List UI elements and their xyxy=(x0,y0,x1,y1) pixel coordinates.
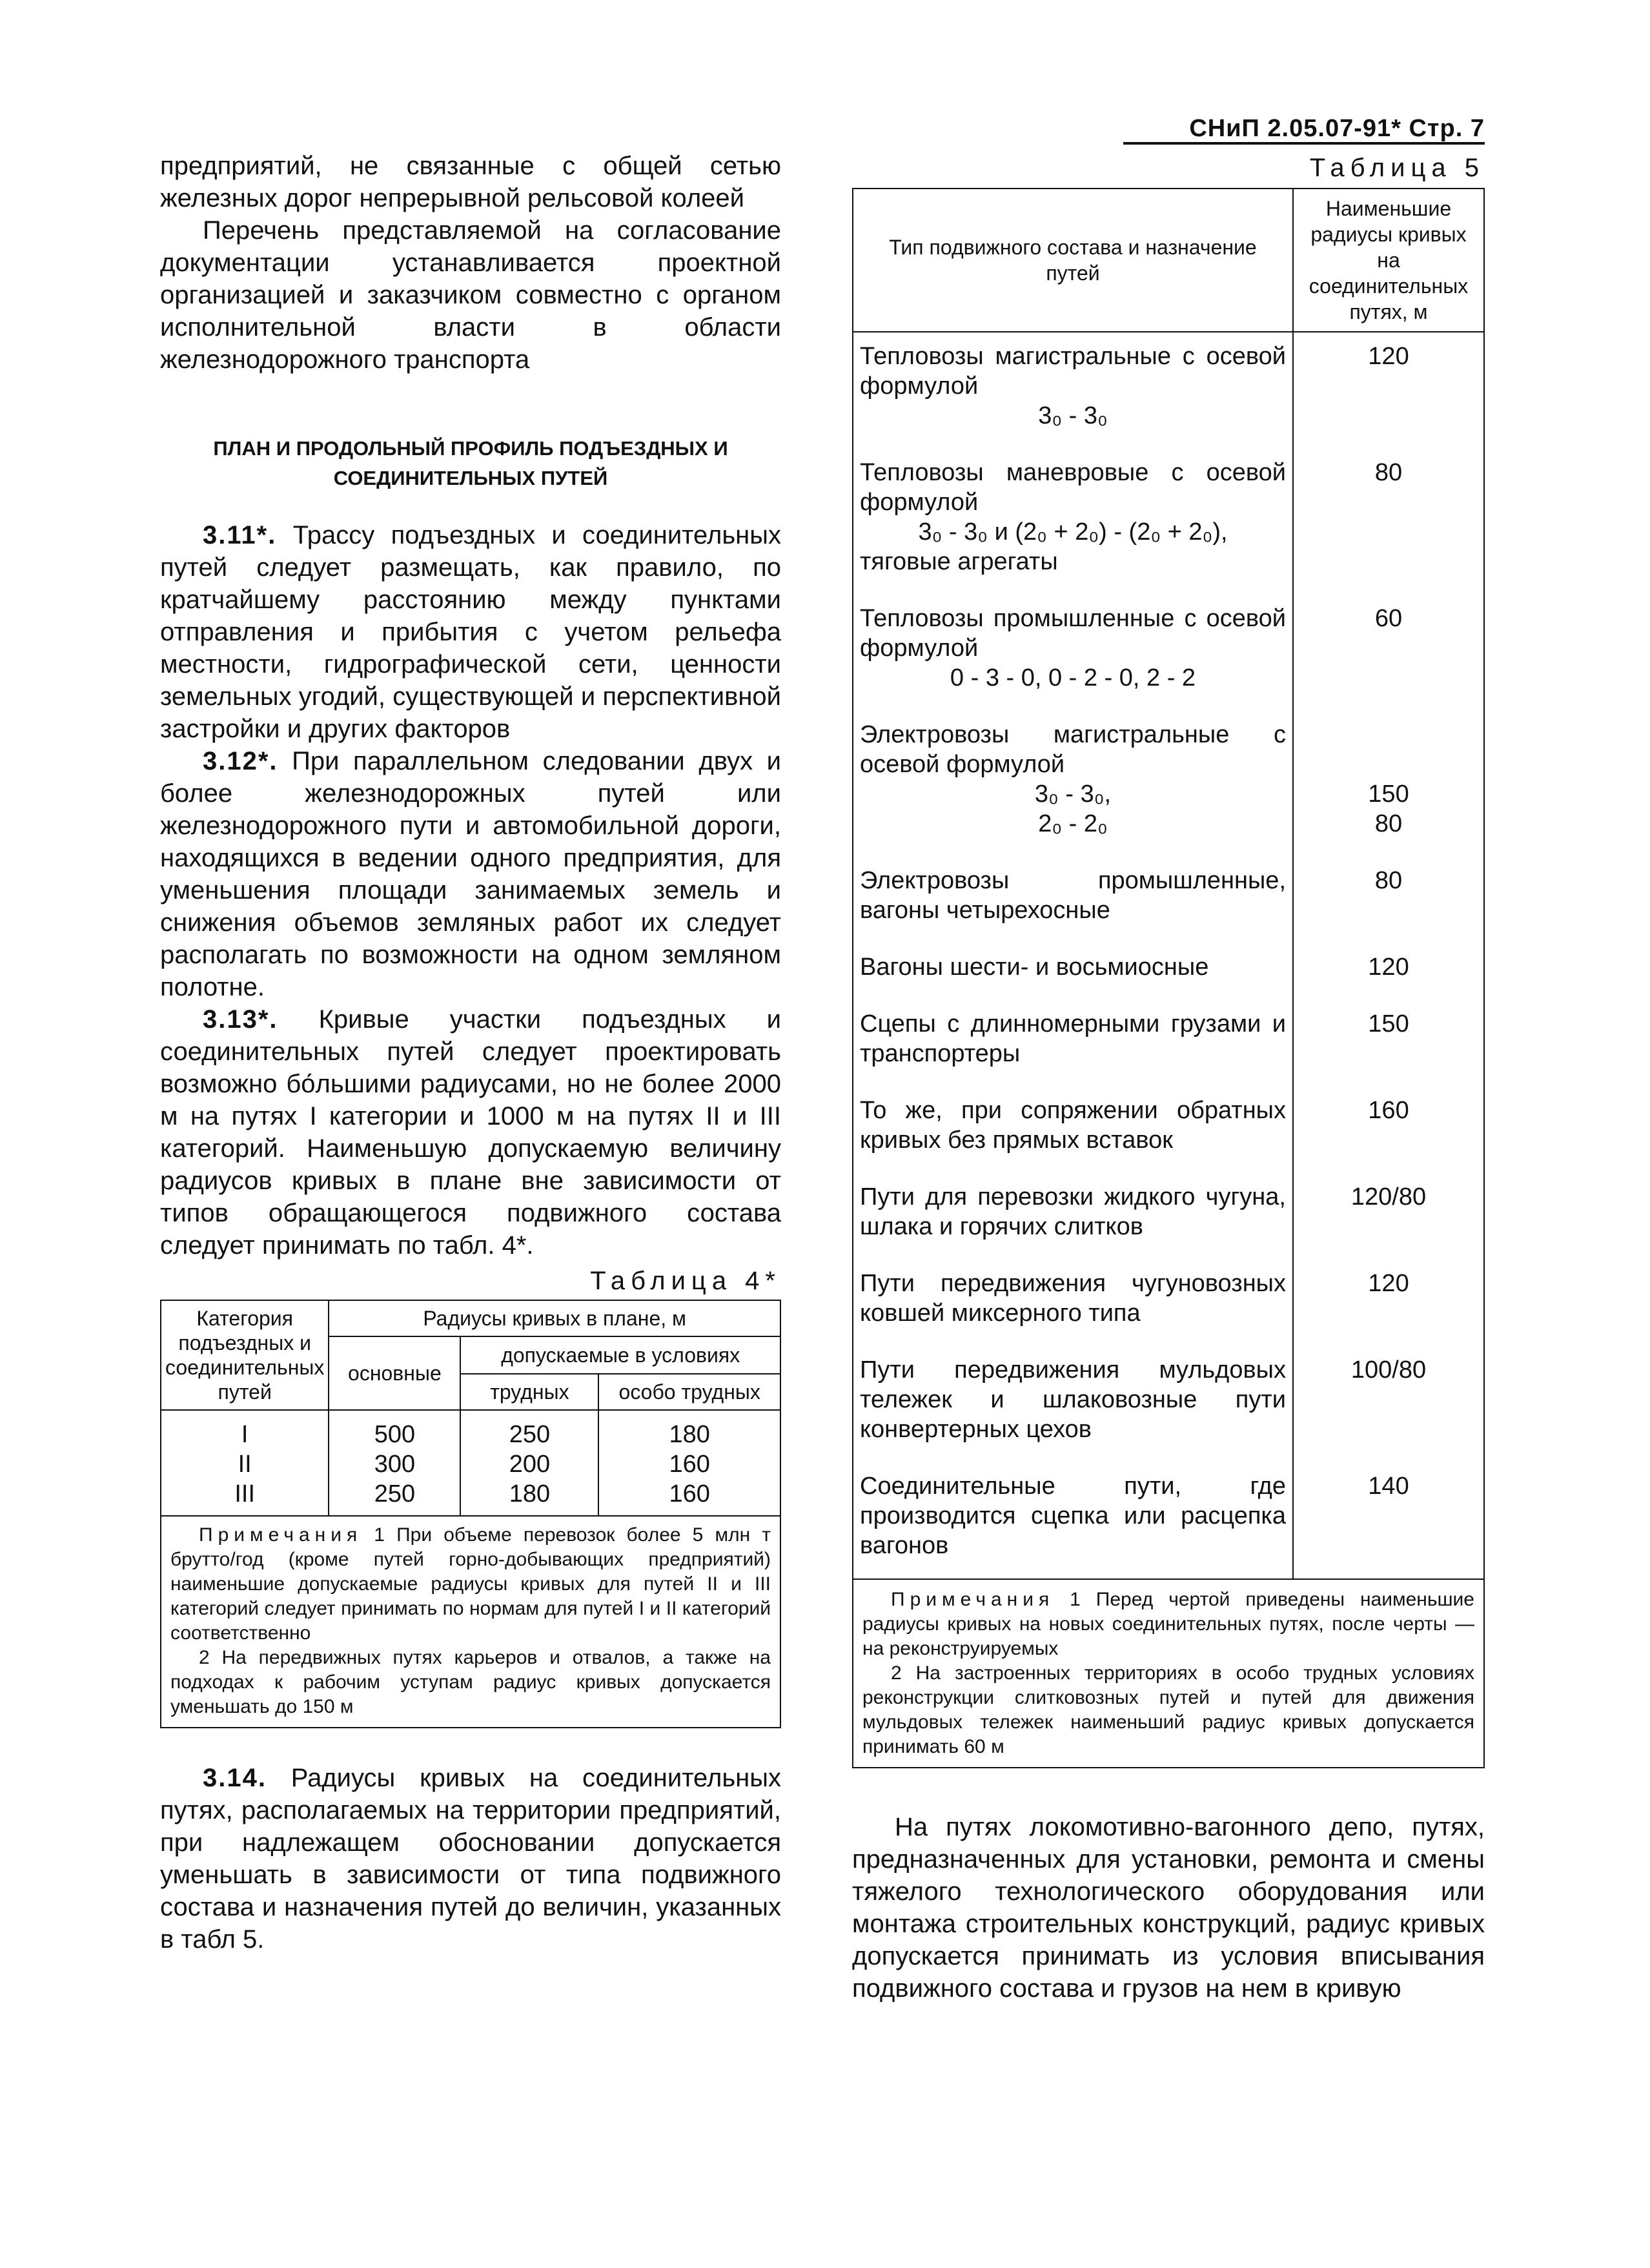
table4-header-radii: Радиусы кривых в плане, м xyxy=(329,1300,780,1336)
table-5 xyxy=(852,188,1485,1768)
table5-radius-cell: 100/80 xyxy=(1293,1346,1484,1462)
table4-cell: 250 xyxy=(329,1479,460,1516)
closing-paragraph: На путях локомотивно-вагонного депо, путях, предназначенных для установки, ремонта и смены тяжелого технологического оборудования или монтажа строительных конструкций, радиус кривых допускается принимать из условия вписывания подвижного состава и грузов на нем в кривую xyxy=(852,1813,1485,2003)
table5-note-1: Примечания 1 Перед чертой приведены наименьшие радиусы кривых на новых соединительных путях, после черты — на реконструируемых xyxy=(862,1589,1474,1659)
table-row xyxy=(853,1462,1484,1579)
table-row xyxy=(853,1346,1484,1462)
table5-radius-cell: 60 xyxy=(1293,595,1484,711)
table5-header-type: Тип подвижного состава и назначение путей xyxy=(853,189,1293,332)
table4-header-allowed: допускаемые в условиях xyxy=(460,1336,780,1374)
table5-type-cell: Тепловозы промышленные с осевой формулой 0 - 3 - 0, 0 - 2 - 0, 2 - 2 xyxy=(853,595,1293,711)
clause-text: Трассу подъездных и соединительных путей следует размещать, как правило, по кратчайшему расстоянию между пунктами отправления и прибытия с учетом рельефа местности, гидрографической сети, ценности земельных угодий, существующей и перспективной застройки и других факторов xyxy=(160,521,781,743)
table5-type-cell: Пути передвижения чугуновозных ковшей миксерного типа xyxy=(853,1260,1293,1346)
table5-type-cell: Пути для перевозки жидкого чугуна, шлака и горячих слитков xyxy=(853,1173,1293,1260)
table4-note-2: 2 На передвижных путях карьеров и отвалов, а также на подходах к рабочим уступам радиус кривых допускается уменьшать до 150 м xyxy=(170,1647,771,1717)
clause-3-12 xyxy=(160,745,781,1003)
section-heading: ПЛАН И ПРОДОЛЬНЫЙ ПРОФИЛЬ ПОДЪЕЗДНЫХ И СОЕДИНИТЕЛЬНЫХ ПУТЕЙ xyxy=(213,437,728,489)
table4-cell: 180 xyxy=(598,1410,780,1449)
table4-notes xyxy=(161,1516,780,1728)
table4-header-category: Категория подъездных и соединительных путей xyxy=(161,1300,329,1410)
clause-text: Радиусы кривых на соединительных путях, располагаемых на территории предприятий, при надлежащем обосновании допускается уменьшать в зависимости от типа подвижного состава и назначения путей до величин, указанных в табл 5. xyxy=(160,1764,781,1954)
table-row xyxy=(853,1260,1484,1346)
page-header: СНиП 2.05.07-91* Стр. 7 xyxy=(1189,115,1485,142)
table-row xyxy=(853,1173,1484,1260)
table5-type-cell: Вагоны шести- и восьмиосные xyxy=(853,943,1293,1000)
table5-type-cell: Тепловозы маневровые с осевой формулой 3₀ - 3₀ и (2₀ + 2₀) - (2₀ + 2₀), тяговые агрегаты xyxy=(853,449,1293,595)
clause-number: 3.13*. xyxy=(203,1005,278,1034)
axle-formula: 0 - 3 - 0, 0 - 2 - 0, 2 - 2 xyxy=(950,664,1196,691)
table4-header-basic: основные xyxy=(329,1336,460,1410)
table4-cell: 250 xyxy=(460,1410,598,1449)
table-row xyxy=(161,1479,780,1516)
table4-cell: 180 xyxy=(460,1479,598,1516)
table5-radius-cell: 120/80 xyxy=(1293,1173,1484,1260)
table5-radius-cell: 80 xyxy=(1293,857,1484,943)
table4-header-difficult: трудных xyxy=(460,1374,598,1410)
table5-radius-cell: 150 80 xyxy=(1293,711,1484,857)
clause-text: Кривые участки подъездных и соединительных путей следует проектировать возможно бо́льшими радиусами, но не более 2000 м на путях I категории и 1000 м на путях II и III категорий. Наименьшую допускаемую величину радиусов кривых в плане вне зависимости от типов обращающегося подвижного состава следует принимать по табл. 4*. xyxy=(160,1005,781,1260)
table4-cell: 500 xyxy=(329,1410,460,1449)
table5-type-cell: Соединительные пути, где производится сцепка или расцепка вагонов xyxy=(853,1462,1293,1579)
left-column xyxy=(160,150,781,1956)
table5-notes xyxy=(853,1579,1484,1768)
table5-radius-cell: 120 xyxy=(1293,332,1484,449)
table5-radius-cell: 140 xyxy=(1293,1462,1484,1579)
table5-type-cell: Электровозы промышленные, вагоны четырехосные xyxy=(853,857,1293,943)
table-row xyxy=(161,1410,780,1449)
table4-cell: I xyxy=(161,1410,329,1449)
intro-paragraph: предприятий, не связанные с общей сетью железных дорог непрерывной рельсовой колеей xyxy=(160,152,781,212)
table4-cell: 160 xyxy=(598,1479,780,1516)
clause-3-13 xyxy=(160,1003,781,1262)
table5-radius-cell: 160 xyxy=(1293,1087,1484,1173)
table4-cell: II xyxy=(161,1449,329,1479)
clause-text: При параллельном следовании двух и более железнодорожных путей или железнодорожного пути и автомобильной дороги, находящихся в ведении одного предприятия, для уменьшения площади занимаемых земель и снижения объемов земляных работ их следует располагать по возможности на одном земляном полотне. xyxy=(160,747,781,1001)
axle-formula: 3₀ - 3₀ и (2₀ + 2₀) - (2₀ + 2₀), xyxy=(918,518,1228,546)
table5-radius-cell: 120 xyxy=(1293,1260,1484,1346)
clause-number: 3.12*. xyxy=(203,747,278,775)
right-column xyxy=(852,150,1485,2005)
table-row xyxy=(853,1087,1484,1173)
table-row xyxy=(853,857,1484,943)
table5-caption: Таблица 5 xyxy=(1309,154,1485,182)
header-rule xyxy=(1123,142,1485,145)
clause-number: 3.11*. xyxy=(203,521,277,549)
table-row xyxy=(853,943,1484,1000)
clause-3-11 xyxy=(160,519,781,745)
table5-type-cell: Сцепы с длинномерными грузами и транспортеры xyxy=(853,1000,1293,1087)
table5-type-cell: Пути передвижения мульдовых тележек и шлаковозные пути конвертерных цехов xyxy=(853,1346,1293,1462)
table4-cell: 160 xyxy=(598,1449,780,1479)
table5-radius-cell: 120 xyxy=(1293,943,1484,1000)
table5-radius-cell: 150 xyxy=(1293,1000,1484,1087)
axle-formula: 2₀ - 2₀ xyxy=(1038,810,1108,837)
table4-cell: III xyxy=(161,1479,329,1516)
table4-cell: 300 xyxy=(329,1449,460,1479)
table5-type-cell: То же, при сопряжении обратных кривых без прямых вставок xyxy=(853,1087,1293,1173)
table5-type-cell: Электровозы магистральные с осевой формулой 3₀ - 3₀, 2₀ - 2₀ xyxy=(853,711,1293,857)
table-row xyxy=(853,1000,1484,1087)
table4-caption: Таблица 4* xyxy=(590,1267,781,1295)
notes-label: Примечания xyxy=(199,1524,363,1546)
table5-radius-cell: 80 xyxy=(1293,449,1484,595)
table4-header-very-difficult: особо трудных xyxy=(598,1374,780,1410)
axle-formula: 3₀ - 3₀, xyxy=(1034,781,1112,808)
table4-note-1: Примечания 1 При объеме перевозок более 5 млн т брутто/год (кроме путей горно-добывающих предприятий) наименьшие допускаемые радиусы кривых для путей II и III категорий следует принимать по нормам для путей I и II категорий соответственно xyxy=(170,1524,771,1644)
notes-label: Примечания xyxy=(891,1589,1055,1610)
table5-header-radius: Наименьшие радиусы кривых на соединительных путях, м xyxy=(1293,189,1484,332)
table-row xyxy=(853,449,1484,595)
table5-note-2: 2 На застроенных территориях в особо трудных условиях реконструкции слитковозных путей и путей для движения мульдовых тележек наименьший радиус кривых допускается принимать 60 м xyxy=(862,1662,1474,1757)
table-row xyxy=(853,711,1484,857)
table-row xyxy=(161,1449,780,1479)
table5-type-cell: Тепловозы магистральные с осевой формулой 3₀ - 3₀ xyxy=(853,332,1293,449)
table-row xyxy=(853,332,1484,449)
clause-number: 3.14. xyxy=(203,1764,267,1792)
table-4 xyxy=(160,1300,781,1728)
axle-formula: 3₀ - 3₀ xyxy=(1038,402,1108,429)
clause-3-14 xyxy=(160,1762,781,1956)
intro-paragraph: Перечень представляемой на согласование документации устанавливается проектной организацией и заказчиком совместно с органом исполнительной власти в области железнодорожного транспорта xyxy=(160,216,781,374)
table4-cell: 200 xyxy=(460,1449,598,1479)
table-row xyxy=(853,595,1484,711)
